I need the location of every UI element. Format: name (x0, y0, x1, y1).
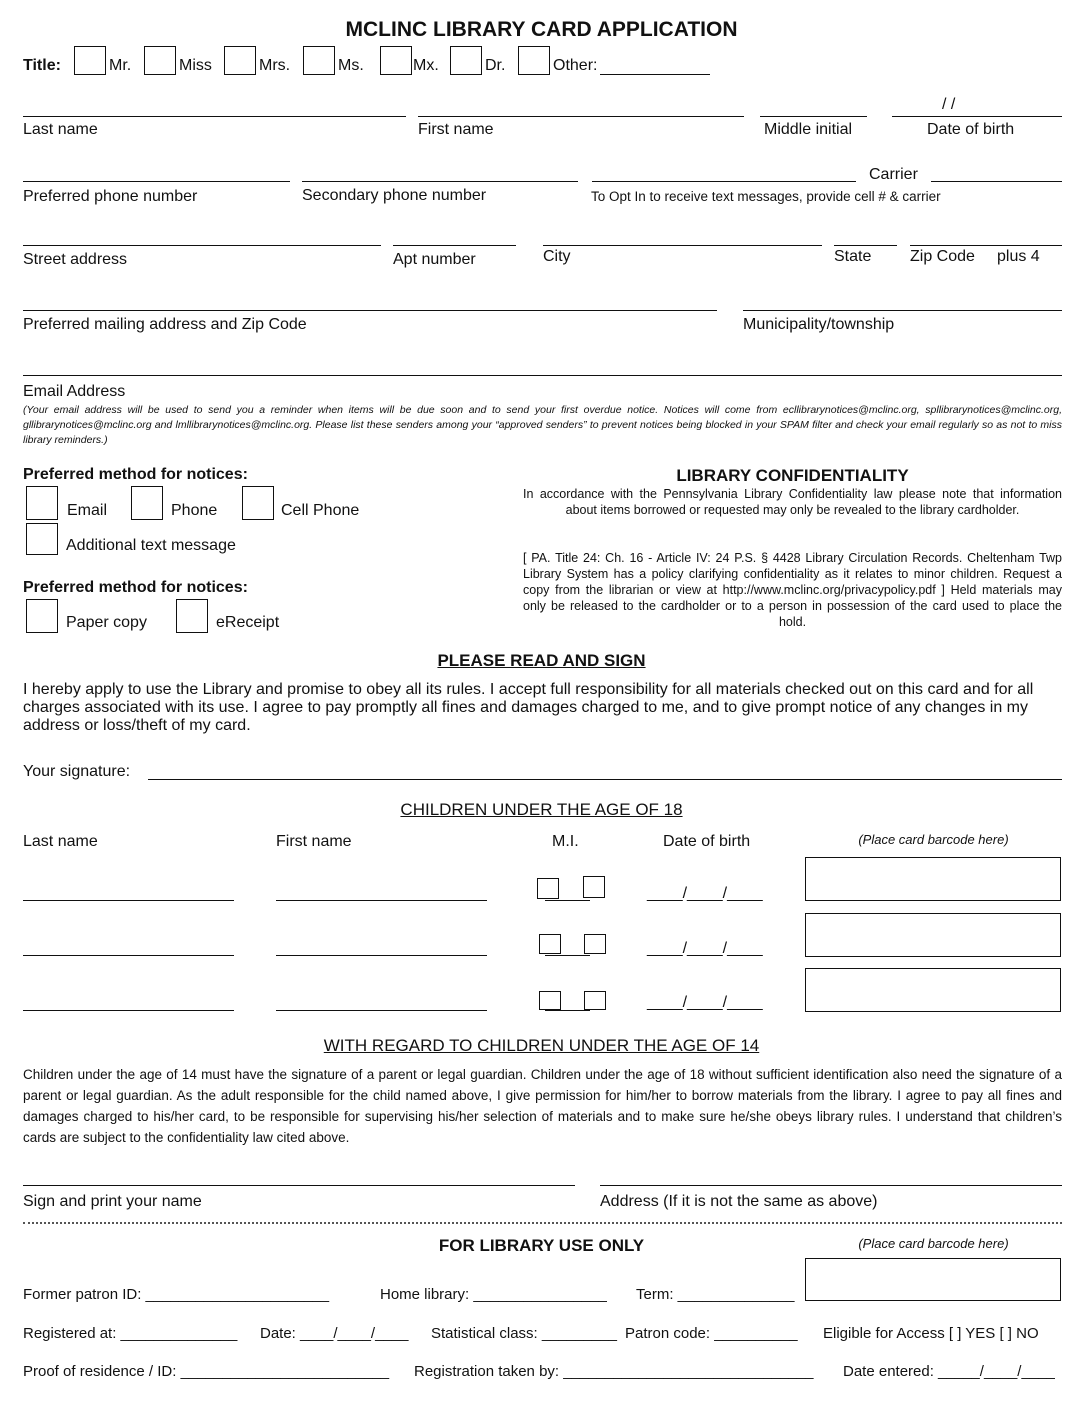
notice-phone-checkbox[interactable] (131, 486, 163, 520)
registered-date[interactable]: Date: ____/____/____ (260, 1325, 409, 1342)
municipality-field[interactable] (743, 310, 1062, 311)
registered-at[interactable]: Registered at: ______________ (23, 1325, 238, 1342)
other-field[interactable] (600, 74, 710, 75)
library-barcode-note: (Place card barcode here) (858, 1236, 1009, 1251)
notice-email-label: Email (67, 502, 108, 519)
former-patron-id[interactable]: Former patron ID: ______________________ (23, 1286, 330, 1303)
state-field[interactable] (834, 245, 897, 246)
child-3-mi-box-1[interactable] (539, 991, 561, 1010)
child-1-mi-box-1[interactable] (537, 878, 559, 899)
child-1-mi-line (545, 900, 590, 901)
form-title: MCLINC LIBRARY CARD APPLICATION (345, 18, 738, 41)
child-3-barcode-box (805, 968, 1061, 1012)
notice-cell-phone-label: Cell Phone (281, 502, 360, 519)
notices-heading-2: Preferred method for notices: (23, 579, 248, 596)
street-address-field[interactable] (23, 245, 381, 246)
dr-label: Dr. (485, 57, 506, 74)
children-col-mi: M.I. (552, 833, 579, 850)
ms-label: Ms. (338, 57, 364, 74)
registration-taken-by[interactable]: Registration taken by: ______________________________ (414, 1363, 814, 1380)
guardian-sign-field[interactable] (23, 1185, 575, 1186)
child-3-first-name-field[interactable] (276, 1010, 487, 1011)
read-sign-paragraph: I hereby apply to use the Library and promise to obey all its rules. I accept full responsibility for all materials checked out on this card and for all charges associated with its use. I agree to pay promptly all fines and damages charged to me, and to give prompt notice of any changes in my address or loss/theft of my card. (23, 681, 1034, 734)
under14-paragraph: Children under the age of 14 must have the signature of a parent or legal guardian. Children under the age of 18 without sufficient identification also need the signature of a parent or legal guardian. As the adult responsible for the child named above, I give permission for him/her to borrow materials from the library. I agree to pay all fines and damages charged to his/her card, to be responsible for supervising his/her selection of materials and to make sure he/she obeys library rules. I understand that children’s cards are subject to the confidentiality law cited above. (23, 1067, 1062, 1145)
apt-number-field[interactable] (393, 245, 516, 246)
guardian-address-label: Address (If it is not the same as above) (600, 1193, 878, 1210)
term-field[interactable]: Term: ______________ (636, 1286, 795, 1303)
child-2-dob-field[interactable]: ____/____/____ (647, 940, 763, 957)
home-library[interactable]: Home library: ________________ (380, 1286, 607, 1303)
title-label: Title: (23, 57, 61, 74)
mx-label: Mx. (413, 57, 439, 74)
date-entered[interactable]: Date entered: _____/____/____ (843, 1363, 1055, 1380)
notice-paper-copy-checkbox[interactable] (26, 599, 58, 633)
secondary-phone-label: Secondary phone number (302, 187, 487, 204)
mrs-checkbox[interactable] (224, 46, 256, 75)
guardian-sign-label: Sign and print your name (23, 1193, 202, 1210)
child-1-last-name-field[interactable] (23, 900, 234, 901)
cell-number-field[interactable] (592, 181, 856, 182)
notices-heading-1: Preferred method for notices: (23, 466, 248, 483)
child-3-dob-field[interactable]: ____/____/____ (647, 994, 763, 1011)
notice-ereceipt-checkbox[interactable] (176, 599, 208, 633)
street-address-label: Street address (23, 251, 128, 268)
cut-line-divider (23, 1222, 1062, 1224)
patron-code[interactable]: Patron code: __________ (625, 1325, 798, 1342)
zip-code-label: Zip Code (910, 248, 975, 265)
child-2-first-name-field[interactable] (276, 955, 487, 956)
read-sign-heading: PLEASE READ AND SIGN (437, 651, 646, 670)
carrier-field[interactable] (931, 181, 1062, 182)
child-2-last-name-field[interactable] (23, 955, 234, 956)
miss-checkbox[interactable] (144, 46, 176, 75)
notice-paper-copy-label: Paper copy (66, 614, 147, 631)
children-col-dob: Date of birth (663, 833, 751, 850)
email-note: (Your email address will be used to send you a reminder when items will be due soon and to send your first overdue notice. Notices will come from ecllibrarynotices@mclinc.org, spllibrarynotices@mclinc.org, gllibrarynotices@mclinc.org and lmllibrarynotices@mclinc.org. Please list these senders among your “approved senders” to prevent notices being blocked in your SPAM filter and check your email regularly so as not to miss library reminders.) (23, 404, 1062, 446)
date-of-birth-label: Date of birth (927, 121, 1015, 138)
mrs-label: Mrs. (259, 57, 291, 74)
last-name-label: Last name (23, 121, 98, 138)
statistical-class[interactable]: Statistical class: _________ (431, 1325, 617, 1342)
middle-initial-label: Middle initial (764, 121, 853, 138)
notice-cell-phone-checkbox[interactable] (242, 486, 274, 520)
secondary-phone-field[interactable] (302, 181, 578, 182)
plus4-label: plus 4 (997, 248, 1040, 265)
notice-email-checkbox[interactable] (26, 486, 58, 520)
zip-code-field[interactable] (910, 245, 1062, 246)
child-3-mi-box-2[interactable] (584, 991, 606, 1010)
child-3-mi-line (545, 1010, 590, 1011)
mr-label: Mr. (109, 57, 132, 74)
apt-number-label: Apt number (393, 251, 476, 268)
notice-ereceipt-label: eReceipt (216, 614, 280, 631)
children-barcode-note: (Place card barcode here) (858, 832, 1009, 847)
notice-additional-text-label: Additional text message (66, 537, 236, 554)
miss-label: Miss (179, 57, 212, 74)
municipality-label: Municipality/township (743, 316, 895, 333)
under14-heading: WITH REGARD TO CHILDREN UNDER THE AGE OF 14 (323, 1036, 760, 1055)
carrier-label: Carrier (869, 166, 918, 183)
library-barcode-box (805, 1258, 1061, 1301)
preferred-phone-label: Preferred phone number (23, 188, 198, 205)
opt-in-label: To Opt In to receive text messages, provide cell # & carrier (591, 189, 941, 204)
confidentiality-para-1: In accordance with the Pennsylvania Library Confidentiality law please note that information about items borrowed or requested may only be revealed to the library cardholder. (523, 487, 1062, 517)
mailing-address-field[interactable] (23, 310, 717, 311)
notice-phone-label: Phone (171, 502, 218, 519)
first-name-field[interactable] (418, 116, 744, 117)
child-1-mi-box-2[interactable] (583, 876, 605, 898)
children-col-last-name: Last name (23, 833, 98, 850)
library-use-heading: FOR LIBRARY USE ONLY (438, 1236, 645, 1255)
city-label: City (543, 248, 571, 265)
child-1-dob-field[interactable]: ____/____/____ (647, 885, 763, 902)
mr-checkbox[interactable] (74, 46, 106, 75)
city-field[interactable] (543, 245, 822, 246)
mx-checkbox[interactable] (380, 46, 412, 75)
proof-of-residence[interactable]: Proof of residence / ID: _________________________ (23, 1363, 390, 1380)
confidentiality-para-2: [ PA. Title 24: Ch. 16 - Article IV: 24 P.S. § 4428 Library Circulation Records. Cheltenham Twp Library System has a policy clarifying confidentiality as it relates to minor children. Request a copy from the librarian or view at http://www.mclinc.org/privacypolicy.pdf ] Held materials may only be released to the cardholder or to a person in possession of the card used to place the hold. (523, 551, 1062, 629)
notice-additional-text-checkbox[interactable] (26, 523, 58, 555)
email-label: Email Address (23, 383, 126, 400)
preferred-phone-field[interactable] (23, 181, 290, 182)
ms-checkbox[interactable] (303, 46, 335, 75)
child-3-last-name-field[interactable] (23, 1010, 234, 1011)
child-1-barcode-box (805, 857, 1061, 901)
children-heading: CHILDREN UNDER THE AGE OF 18 (400, 800, 683, 819)
mailing-address-label: Preferred mailing address and Zip Code (23, 316, 307, 333)
date-of-birth-field[interactable] (892, 116, 1062, 117)
first-name-label: First name (418, 121, 494, 138)
state-label: State (834, 248, 872, 265)
child-1-first-name-field[interactable] (276, 900, 487, 901)
child-2-barcode-box (805, 913, 1061, 957)
child-2-mi-box-1[interactable] (539, 934, 561, 954)
middle-initial-field[interactable] (760, 116, 867, 117)
guardian-address-field[interactable] (600, 1185, 1062, 1186)
other-label: Other: (553, 57, 598, 74)
child-2-mi-box-2[interactable] (584, 934, 606, 954)
email-field[interactable] (23, 375, 1062, 376)
child-2-mi-line (545, 955, 590, 956)
eligible-for-access[interactable]: Eligible for Access [ ] YES [ ] NO (823, 1325, 1039, 1342)
confidentiality-heading: LIBRARY CONFIDENTIALITY (676, 466, 909, 485)
other-checkbox[interactable] (518, 46, 550, 75)
children-col-first-name: First name (276, 833, 352, 850)
dob-slashes: / / (942, 96, 956, 113)
signature-label: Your signature: (23, 763, 131, 780)
signature-field[interactable] (148, 779, 1062, 780)
last-name-field[interactable] (23, 116, 406, 117)
dr-checkbox[interactable] (450, 46, 482, 75)
